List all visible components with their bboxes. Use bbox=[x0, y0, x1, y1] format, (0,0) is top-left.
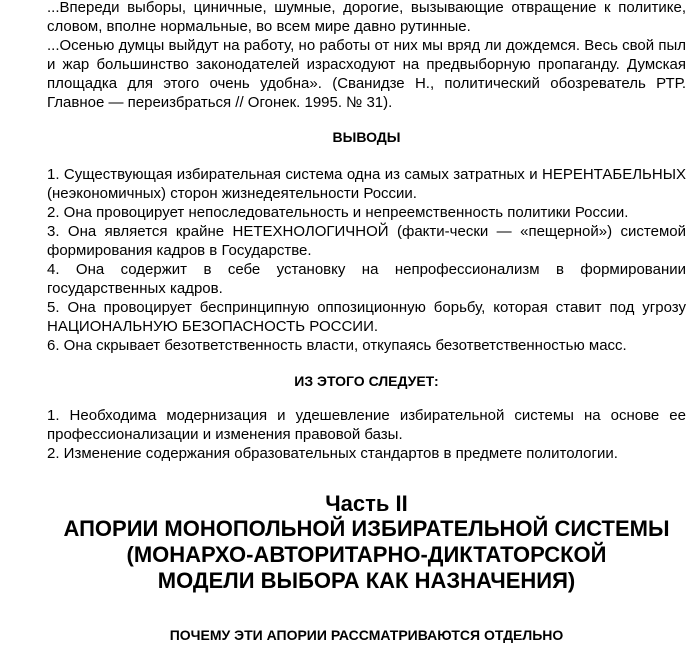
part-title-line-3: МОДЕЛИ ВЫБОРА КАК НАЗНАЧЕНИЯ) bbox=[157, 568, 576, 593]
intro-quote bbox=[47, 0, 686, 112]
part-header bbox=[47, 492, 686, 594]
part-title bbox=[47, 516, 686, 594]
part-label: Часть II bbox=[325, 491, 408, 516]
conclusion-item-6: 6. Она скрывает безответственность власти, откупаясь безответственностью масс. bbox=[47, 337, 627, 354]
conclusion-item-4: 4. Она содержит в себе установку на непрофессионализм в формировании государственных кадров. bbox=[47, 261, 686, 297]
conclusion-item-3: 3. Она является крайне НЕТЕХНОЛОГИЧНОЙ (факти-чески — «пещерной») системой формирования кадров в Государстве. bbox=[47, 223, 686, 259]
conclusion-item-5: 5. Она провоцирует беспринципную оппозиционную борьбу, которая ставит под угрозу НАЦИОНАЛЬНУЮ БЕЗОПАСНОСТЬ РОССИИ. bbox=[47, 299, 686, 335]
consequence-list bbox=[47, 406, 686, 463]
conclusions-heading: ВЫВОДЫ bbox=[332, 129, 401, 145]
consequence-heading: ИЗ ЭТОГО СЛЕДУЕТ: bbox=[294, 373, 439, 389]
consequence-item-2: 2. Изменение содержания образовательных стандартов в предмете политологии. bbox=[47, 445, 618, 462]
part-title-line-1: АПОРИИ МОНОПОЛЬНОЙ ИЗБИРАТЕЛЬНОЙ СИСТЕМЫ bbox=[63, 516, 670, 541]
conclusion-item-1: 1. Существующая избирательная система одна из самых затратных и НЕРЕНТАБЕЛЬНЫХ (неэкономичных) сторон жизнедеятельности России. bbox=[47, 166, 686, 202]
part-subheading: ПОЧЕМУ ЭТИ АПОРИИ РАССМАТРИВАЮТСЯ ОТДЕЛЬНО bbox=[169, 627, 564, 643]
intro-paragraph-1: ...Впереди выборы, циничные, шумные, дорогие, вызывающие отвращение к политике, словом, вполне нормальные, во всем мире давно рутинные. bbox=[47, 0, 686, 35]
conclusions-list bbox=[47, 165, 686, 355]
consequence-item-1: 1. Необходима модернизация и удешевление избирательной системы на основе ее профессионализации и изменения правовой базы. bbox=[47, 407, 686, 443]
intro-paragraph-2: ...Осенью думцы выйдут на работу, но работы от них мы вряд ли дождемся. Весь свой пыл и жар большинство законодателей израсходуют на предвыборную пропаганду. Думская площадка для этого очень удобна». (Сванидзе Н., политический обозреватель РТР. Главное — переизбраться // Огонек. 1995. № 31). bbox=[47, 37, 686, 111]
part-title-line-2: (МОНАРХО-АВТОРИТАРНО-ДИКТАТОРСКОЙ bbox=[126, 542, 607, 567]
conclusion-item-2: 2. Она провоцирует непоследовательность и непреемственность политики России. bbox=[47, 204, 629, 221]
